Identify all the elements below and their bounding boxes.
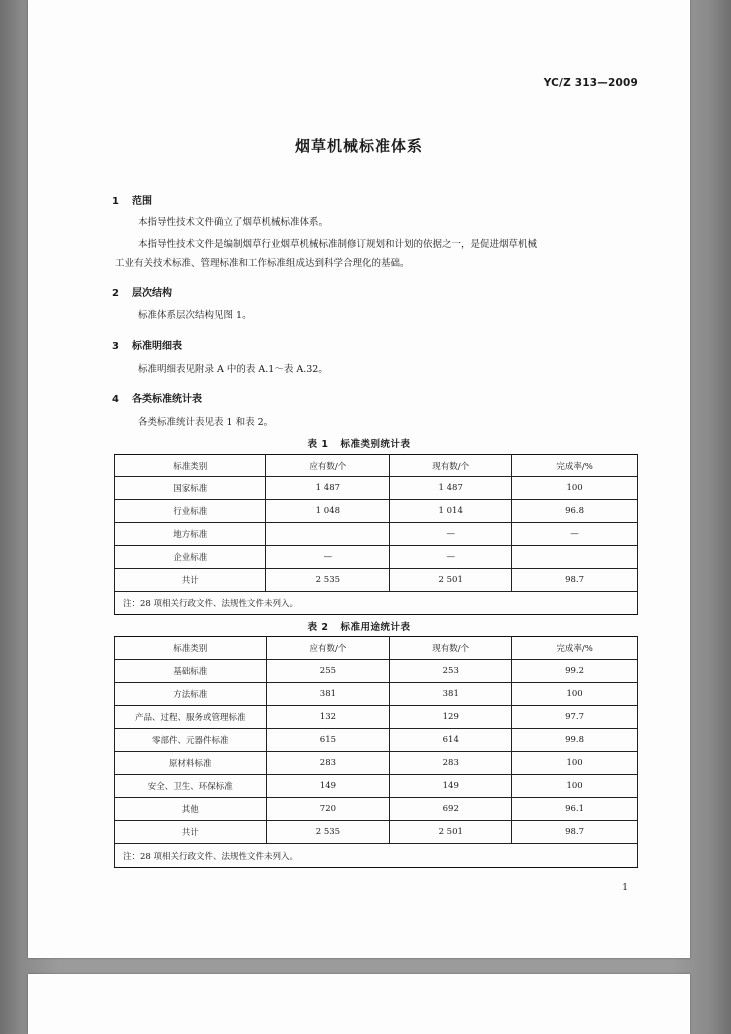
table-total-row (115, 821, 638, 844)
table-cell: 100 (512, 683, 638, 706)
table-number: 表 1 (307, 439, 329, 450)
table-cell: 100 (512, 775, 638, 798)
table-note: 注：28 项相关行政文件、法规性文件未列入。 (115, 844, 638, 868)
table-cell: 100 (512, 752, 638, 775)
table-cell (512, 546, 638, 569)
table-cell: 98.7 (512, 821, 638, 844)
table-cell: 地方标准 (115, 523, 266, 546)
table-cell: 283 (266, 752, 390, 775)
table-row (115, 798, 638, 821)
table-row (115, 752, 638, 775)
section-number: 1 (112, 196, 119, 207)
table-cell: 149 (266, 775, 390, 798)
column-header: 应有数/个 (266, 637, 390, 660)
table-cell: 1 048 (266, 500, 390, 523)
column-header: 完成率/% (512, 455, 638, 477)
table-cell: 381 (266, 683, 390, 706)
table-cell: 692 (390, 798, 512, 821)
table-cell: 共计 (115, 821, 267, 844)
table-row (115, 660, 638, 683)
paragraph: 标准体系层次结构见图 1。 (138, 310, 252, 321)
section-heading-statistics (112, 390, 202, 405)
table-cell: 96.8 (512, 500, 638, 523)
column-header: 标准类别 (115, 455, 266, 477)
table-cell: 97.7 (512, 706, 638, 729)
table-cell: 720 (266, 798, 390, 821)
table-cell: 原材料标准 (115, 752, 267, 775)
table-cell: 其他 (115, 798, 267, 821)
table-cell: 产品、过程、服务或管理标准 (115, 706, 267, 729)
table-title: 标准用途统计表 (340, 622, 411, 633)
document-page (28, 0, 690, 958)
table-cell (266, 523, 390, 546)
table-header-row (115, 637, 638, 660)
table-cell: 614 (390, 729, 512, 752)
table-cell: 132 (266, 706, 390, 729)
table-cell: 行业标准 (115, 500, 266, 523)
table-cell: 企业标准 (115, 546, 266, 569)
table-cell: 安全、卫生、环保标准 (115, 775, 267, 798)
table-cell: 255 (266, 660, 390, 683)
table-1-caption (28, 436, 690, 450)
table-row (115, 775, 638, 798)
table-cell: 1 487 (266, 477, 390, 500)
table-cell: 615 (266, 729, 390, 752)
table-cell: 国家标准 (115, 477, 266, 500)
table-row (115, 523, 638, 546)
table-cell: 381 (390, 683, 512, 706)
table-row (115, 546, 638, 569)
table-cell: 253 (390, 660, 512, 683)
table-row (115, 683, 638, 706)
table-row (115, 477, 638, 500)
table-cell: 99.2 (512, 660, 638, 683)
table-cell: 129 (390, 706, 512, 729)
table-cell: 283 (390, 752, 512, 775)
table-cell: 149 (390, 775, 512, 798)
column-header: 现有数/个 (390, 455, 512, 477)
table-header-row (115, 455, 638, 477)
section-title: 范围 (132, 196, 152, 207)
section-number: 2 (112, 288, 119, 299)
table-cell: 2 535 (266, 821, 390, 844)
page-number: 1 (622, 883, 628, 893)
section-heading-scope (112, 192, 152, 207)
paragraph: 工业有关技术标准、管理标准和工作标准组成达到科学合理化的基础。 (115, 258, 410, 269)
table-2-caption (28, 619, 690, 633)
table-cell: 1 487 (390, 477, 512, 500)
table-row (115, 500, 638, 523)
table-cell: — (390, 546, 512, 569)
section-number: 4 (112, 394, 119, 405)
paragraph: 本指导性技术文件确立了烟草机械标准体系。 (138, 217, 329, 228)
table-note-row (115, 844, 638, 868)
table-1 (114, 454, 638, 615)
table-note-row (115, 592, 638, 615)
table-cell: — (390, 523, 512, 546)
table-cell: 方法标准 (115, 683, 267, 706)
table-cell: 1 014 (390, 500, 512, 523)
next-page (28, 974, 690, 1034)
paragraph: 各类标准统计表见表 1 和表 2。 (138, 417, 274, 428)
table-note: 注：28 项相关行政文件、法规性文件未列入。 (115, 592, 638, 615)
table-cell: 2 501 (390, 569, 512, 592)
table-title: 标准类别统计表 (340, 439, 411, 450)
column-header: 完成率/% (512, 637, 638, 660)
section-number: 3 (112, 341, 119, 352)
paragraph: 本指导性技术文件是编制烟草行业烟草机械标准制修订规划和计划的依据之一，是促进烟草机械 (138, 239, 538, 250)
table-cell: 基础标准 (115, 660, 267, 683)
section-heading-hierarchy (112, 284, 172, 299)
column-header: 现有数/个 (390, 637, 512, 660)
table-row (115, 706, 638, 729)
table-cell: — (512, 523, 638, 546)
table-total-row (115, 569, 638, 592)
column-header: 应有数/个 (266, 455, 390, 477)
table-cell: 2 501 (390, 821, 512, 844)
table-cell: 共计 (115, 569, 266, 592)
section-heading-detail-list (112, 337, 182, 352)
section-title: 层次结构 (132, 288, 172, 299)
paragraph: 标准明细表见附录 A 中的表 A.1～表 A.32。 (138, 364, 328, 375)
table-cell: 零部件、元器件标准 (115, 729, 267, 752)
section-title: 各类标准统计表 (132, 394, 202, 405)
section-title: 标准明细表 (132, 341, 182, 352)
table-number: 表 2 (307, 622, 329, 633)
document-title: 烟草机械标准体系 (294, 137, 423, 155)
table-2 (114, 636, 638, 868)
column-header: 标准类别 (115, 637, 267, 660)
table-cell: 2 535 (266, 569, 390, 592)
table-cell: 99.8 (512, 729, 638, 752)
table-cell: — (266, 546, 390, 569)
table-cell: 96.1 (512, 798, 638, 821)
document-code: YC/Z 313—2009 (543, 77, 638, 89)
table-cell: 98.7 (512, 569, 638, 592)
table-row (115, 729, 638, 752)
table-cell: 100 (512, 477, 638, 500)
